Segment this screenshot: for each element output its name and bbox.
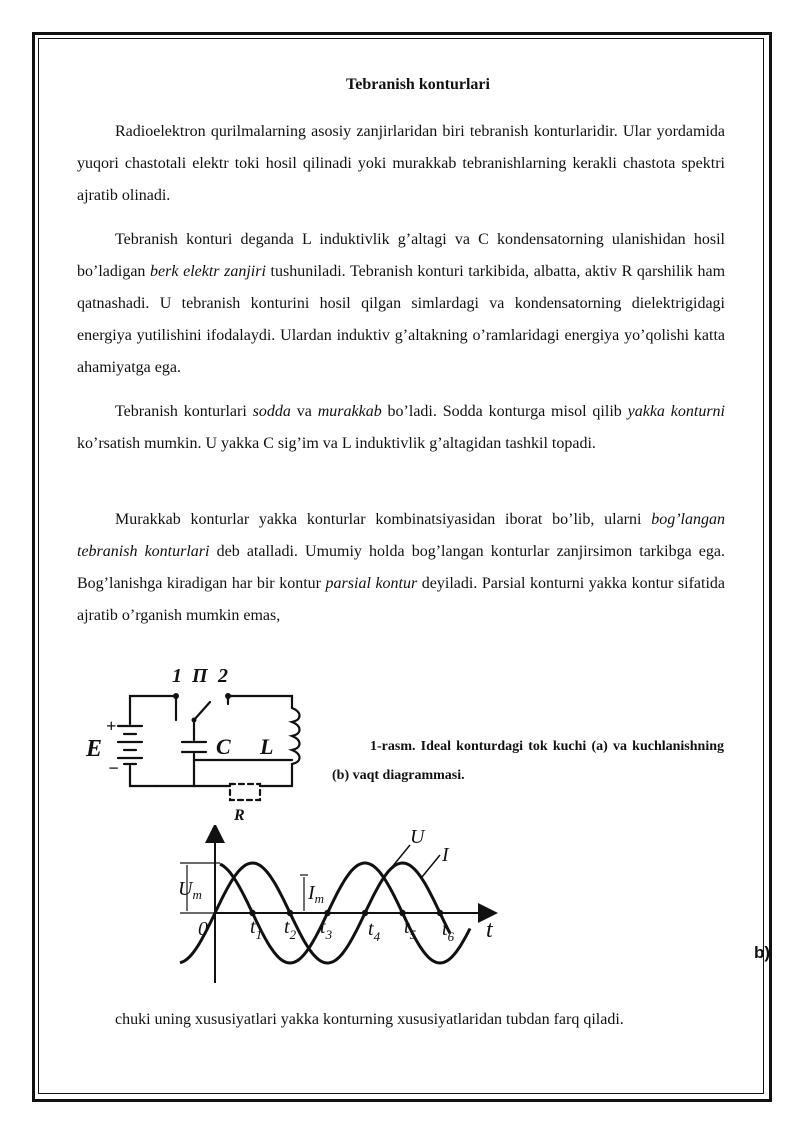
emphasis-term: bog’langan tebranish konturlari <box>77 511 725 560</box>
t5-sub: 5 <box>409 927 417 942</box>
circuit-diagram <box>84 660 314 820</box>
t3-main: t <box>320 916 326 938</box>
t3-sub: 3 <box>325 927 333 942</box>
t6-label <box>442 918 455 944</box>
inductor-label: L <box>260 734 274 759</box>
t6-sub: 6 <box>447 929 455 944</box>
voltage-curve-label: U <box>410 826 425 848</box>
text-run: deyiladi. Parsial konturni yakka kontur sifatida ajratib o’rganish mumkin emas, <box>77 575 726 624</box>
t4-label <box>368 918 381 944</box>
text-run: ko’rsatish mumkin. U yakka C sig’im va L induktivlik g’altagidan tashkil topadi. <box>77 435 596 452</box>
figure-caption: 1-rasm. Ideal konturdagi tok kuchi (a) va kuchlanishning (b) vaqt diagrammasi. <box>332 739 724 783</box>
emphasis-term: parsial kontur <box>325 575 418 592</box>
t1-sub: 1 <box>255 927 263 942</box>
um-main: U <box>178 878 193 900</box>
im-sub: m <box>314 891 325 906</box>
current-curve-label: I <box>442 844 449 866</box>
t5-label <box>404 916 417 942</box>
t4-main: t <box>368 918 374 940</box>
time-axis-label: t <box>486 917 493 943</box>
battery-minus-label: − <box>108 758 119 778</box>
figure-part-b-label: b) <box>754 943 771 962</box>
text-run: bo’ladi. Sodda konturga misol qilib <box>381 403 628 420</box>
t3-label <box>320 916 333 942</box>
time-diagram <box>140 825 510 985</box>
node-label-1: 1 <box>172 665 182 687</box>
paragraph-continuation: chuki uning xususiyatlari yakka konturning xususiyatlaridan tubdan farq qiladi. <box>115 1011 624 1028</box>
im-label <box>307 882 324 906</box>
emphasis-term: yakka konturni <box>627 403 726 420</box>
paragraph-definition <box>77 224 725 384</box>
t2-sub: 2 <box>289 927 297 942</box>
im-main: I <box>308 882 315 904</box>
emphasis-term: sodda <box>252 403 291 420</box>
emphasis-term: murakkab <box>317 403 382 420</box>
resistor-label: R <box>234 807 245 820</box>
t1-main: t <box>250 916 256 938</box>
t6-main: t <box>442 918 448 940</box>
t2-main: t <box>284 916 290 938</box>
page-title: Tebranish konturlari <box>346 76 490 93</box>
emf-label: E <box>86 736 103 762</box>
paragraph-intro: Radioelektron qurilmalarning asosiy zanjirlaridan biri tebranish konturlaridir. Ular yordamida yuqori chastotali elektr toki hosil qilinadi yoki murakkab tebranishlarning kerakli chastota spektri ajratib olinadi. <box>77 123 725 204</box>
paragraph-types <box>77 396 725 460</box>
zero-crossing-dot <box>437 910 443 916</box>
text-run: va <box>290 403 318 420</box>
switch-label: П <box>192 665 208 687</box>
text-run: Tebranish konturi deganda L induktivlik g’altagi va C kondensatorning ulanishidan hosil bo’ladigan <box>77 231 725 280</box>
zero-crossing-dot <box>362 910 368 916</box>
um-label <box>178 878 202 902</box>
t5-main: t <box>404 916 410 938</box>
text-run: Murakkab konturlar yakka konturlar kombinatsiyasidan iborat bo’lib, ularni <box>115 511 652 528</box>
paragraph-coupled <box>77 504 725 632</box>
capacitor-label: C <box>216 734 231 759</box>
node-label-2: 2 <box>218 665 228 687</box>
text-run: Tebranish konturlari <box>115 403 253 420</box>
origin-label: 0 <box>198 918 208 940</box>
emphasis-term: berk elektr zanjiri <box>150 263 266 280</box>
text-run: deb atalladi. Umumiy holda bog’langan konturlar zanjirsimon tarkibga ega. Bog’lanishga kiradigan har bir kontur <box>77 543 725 592</box>
t4-sub: 4 <box>373 929 381 944</box>
um-sub: m <box>192 887 202 902</box>
text-run: tushuniladi. Tebranish konturi tarkibida, albatta, aktiv R qarshilik ham qatnashadi. U tebranish konturini hosil qilgan simlardagi va kondensatorning dielektrigidagi energiya yutilishini ifodalaydi. Ulardan induktiv g’altakning o’ramlaridagi energiya yo’qolishi katta ahamiyatga ega. <box>77 263 726 376</box>
battery-plus-label: + <box>106 716 117 736</box>
